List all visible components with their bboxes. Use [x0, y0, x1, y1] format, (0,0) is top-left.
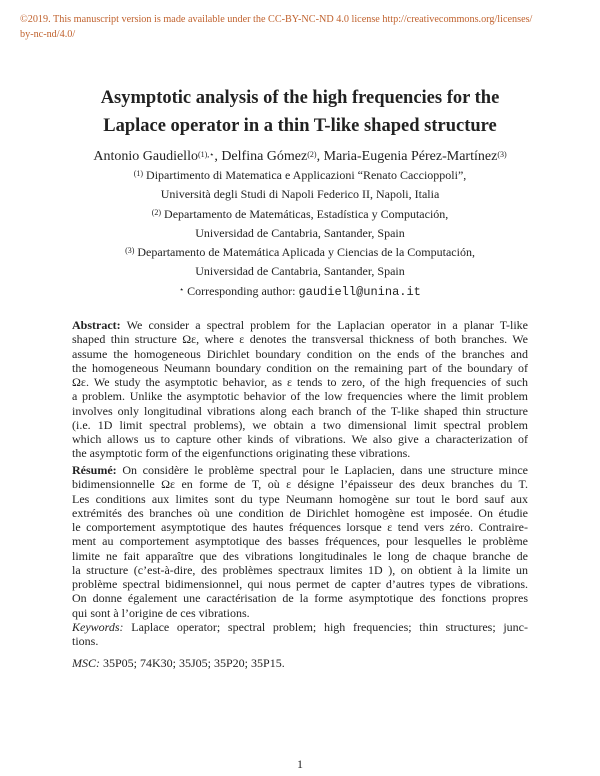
- affil-text: Departamento de Matemáticas, Estadística y Computación,: [164, 206, 449, 221]
- abstract-line: (i.e. 1D limit spectral problems), we obtain a two dimensional limit spectral problem: [72, 417, 528, 432]
- resume-line: problème spectral bidimensionnel, qui nous permet de capter d’autres types de vibrations.: [72, 577, 528, 591]
- author-affil-marker: (1),⋆: [197, 150, 215, 159]
- abstract-line: Ωε. We study the asymptotic behavior, as ε tends to zero, of the high frequencies of such: [72, 375, 528, 389]
- resume-line: la structure (c’est-à-dire, des problèmes spectraux limites 1D ), on obtient à la limite un: [72, 562, 528, 577]
- affil-marker: (1): [133, 169, 144, 178]
- abstract-line: assume the homogeneous Dirichlet boundary condition on the ends of the branches and: [72, 346, 528, 361]
- resume-line: On donne également une caractérisation de la forme asymptotique des fonctions propres: [72, 591, 528, 606]
- resume-text: On considère le problème spectral pour le Laplacien, dans une structure mince: [122, 463, 528, 477]
- abstract-line: the homogeneous Neumann boundary condition on the remaining part of the boundary of: [72, 360, 528, 375]
- resume-line: qui sont à l’origine de ces vibrations.: [72, 605, 250, 620]
- keywords-text: tions.: [72, 634, 99, 649]
- affiliation-line: [0, 205, 600, 224]
- keywords: [72, 620, 528, 649]
- abstract-line: shaped thin structure Ωε, where ε denotes the transversal thickness of both branches. We: [72, 332, 528, 347]
- title-line: Laplace operator in a thin T-like shaped structure: [103, 116, 497, 136]
- abstract-line: which allows us to capture other kinds of vibrations. We also give a characterization of: [72, 432, 528, 446]
- resume-line: [72, 463, 528, 477]
- abstract-line: [72, 318, 528, 332]
- resume-line: bidimensionnelle Ωε en forme de T, où ε désigne l’épaisseur des deux branches du T.: [72, 477, 528, 492]
- corresponding-author: [0, 282, 600, 302]
- author-name: Delfina Gómez: [221, 149, 308, 164]
- resume-line: le comportement asymptotique des hautes fréquences lorsque ε tend vers zéro. Contraire-: [72, 520, 528, 534]
- resume: [72, 463, 528, 620]
- resume-line: Les conditions aux limites sont du type Neumann homogène sur tout le bord sauf aux: [72, 491, 528, 506]
- affiliation-line: Università degli Studi di Napoli Federico II, Napoli, Italia: [160, 187, 440, 202]
- msc-codes: [72, 656, 528, 670]
- license-notice: [20, 12, 580, 42]
- resume-line: ment au comportement asymptotique des basses fréquences, pour lesquelles le problème: [72, 534, 528, 549]
- separator: ,: [316, 149, 324, 164]
- author-affil-marker: (2): [307, 150, 317, 159]
- affiliations: [0, 166, 600, 302]
- keywords-heading: Keywords:: [72, 620, 124, 634]
- corresponding-email[interactable]: gaudiell@unina.it: [298, 284, 421, 299]
- abstract-line: a problem. Unlike the asymptotic behavior of the low frequencies where the limit problem: [72, 389, 528, 404]
- msc-heading: MSC:: [72, 656, 100, 670]
- license-line[interactable]: by-nc-nd/4.0/: [20, 29, 76, 40]
- separator: ,: [214, 149, 222, 164]
- affil-marker: (3): [125, 246, 135, 256]
- license-line: ©2019. This manuscript version is made available under the CC-BY-NC-ND 4.0 license http://creativecommons.org/licenses/: [20, 14, 533, 25]
- corresponding-label: Corresponding author:: [187, 283, 296, 298]
- page-number: 1: [297, 757, 303, 771]
- affil-text: Departamento de Matemática Aplicada y Ciencias de la Computación,: [137, 245, 475, 260]
- paper-title: [0, 84, 600, 140]
- abstract-line: involves only longitudinal vibrations along each branch of the T-like shaped thin structure: [72, 403, 528, 418]
- abstract: [72, 318, 528, 461]
- keywords-text: Laplace operator; spectral problem; high frequencies; thin structures; junc-: [131, 620, 528, 634]
- corresponding-marker: ⋆: [179, 284, 185, 294]
- affiliation-line: [0, 243, 600, 262]
- abstract-text: We consider a spectral problem for the Laplacian operator in a planar T-like: [126, 318, 528, 332]
- affiliation-line: Universidad de Cantabria, Santander, Spain: [195, 225, 405, 240]
- resume-heading: Résumé:: [72, 463, 117, 477]
- author-name: Maria-Eugenia Pérez-Martínez: [323, 149, 498, 164]
- author-list: [0, 147, 600, 167]
- author-name: Antonio Gaudiello: [93, 149, 198, 164]
- title-line: Asymptotic analysis of the high frequencies for the: [100, 88, 500, 108]
- affil-marker: (2): [151, 207, 162, 217]
- affil-text: Dipartimento di Matematica e Applicazioni “Renato Caccioppoli”,: [146, 168, 467, 182]
- abstract-line: the asymptotic form of the eigenfunctions originating these vibrations.: [72, 446, 411, 461]
- resume-line: extrémités des branches où une condition de Dirichlet homogène est imposée. On étudie: [72, 505, 528, 520]
- affiliation-line: [0, 166, 600, 185]
- abstract-heading: Abstract:: [72, 318, 121, 332]
- msc-text: 35P05; 74K30; 35J05; 35P20; 35P15.: [103, 656, 285, 670]
- resume-line: limite ne fait apparaître que des vibrations longitudinales le long de chaque branche de: [72, 548, 528, 563]
- affiliation-line: Universidad de Cantabria, Santander, Spain: [195, 264, 405, 279]
- author-affil-marker: (3): [497, 150, 507, 159]
